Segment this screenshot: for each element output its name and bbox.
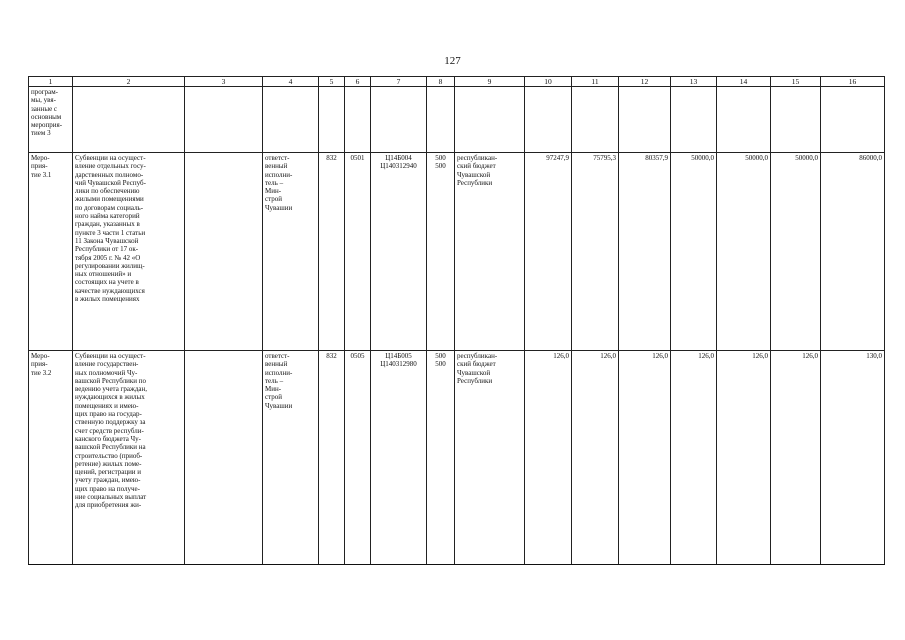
table-row: [29, 87, 885, 153]
executor-cell: [263, 87, 319, 153]
header-cell: 12: [619, 77, 671, 87]
amount-cell: 126,0: [771, 351, 821, 565]
amount-cell: 80357,9: [619, 153, 671, 351]
amount-cell: 126,0: [525, 351, 572, 565]
table-cell: 0501: [345, 153, 371, 351]
header-cell: 3: [185, 77, 263, 87]
amount-cell: 86000,0: [821, 153, 885, 351]
table-row: [29, 351, 885, 565]
amount-cell: [671, 87, 717, 153]
amount-cell: 75795,3: [572, 153, 619, 351]
table-cell: [185, 351, 263, 565]
amount-cell: [619, 87, 671, 153]
amount-cell: 50000,0: [671, 153, 717, 351]
header-cell: 2: [73, 77, 185, 87]
page-number: 127: [444, 55, 461, 67]
table-cell: 832: [319, 153, 345, 351]
header-cell: 6: [345, 77, 371, 87]
header-cell: 7: [371, 77, 427, 87]
table-cell: Ц14Б004 Ц140312940: [371, 153, 427, 351]
header-cell: 4: [263, 77, 319, 87]
description-cell: [73, 87, 185, 153]
table-cell: 0505: [345, 351, 371, 565]
table-cell: [371, 87, 427, 153]
table-cell: [185, 153, 263, 351]
amount-cell: 126,0: [717, 351, 771, 565]
header-cell: 1: [29, 77, 73, 87]
amount-cell: 126,0: [671, 351, 717, 565]
header-cell: 14: [717, 77, 771, 87]
table-header-row: [29, 77, 885, 87]
amount-cell: 126,0: [619, 351, 671, 565]
amount-cell: [821, 87, 885, 153]
executor-cell: ответст- венный исполни- тель – Мин- строй Чувашии: [263, 153, 319, 351]
budget-table: [28, 76, 885, 565]
table-cell: Ц14Б005 Ц140312980: [371, 351, 427, 565]
table-cell: республикан- ский бюджет Чувашской Республики: [455, 153, 525, 351]
table-cell: [455, 87, 525, 153]
header-cell: 5: [319, 77, 345, 87]
table-cell: [345, 87, 371, 153]
header-cell: 15: [771, 77, 821, 87]
amount-cell: [771, 87, 821, 153]
header-cell: 9: [455, 77, 525, 87]
table-cell: 500 500: [427, 351, 455, 565]
description-cell: Субвенции на осущест- вление государствен- ных полномочий Чу- вашской Республики по ведению учета граждан, нуждающихся в жилых помещениях и имею- щих право на государ- ственную поддержку за счет средств республи- канского бюджета Чу- вашской Республики на строительство (приоб- ретение) жилых поме- щений, регистрации и учету граждан, имею- щих право на получе- ние социальных выплат для приобретения жи-: [73, 351, 185, 565]
header-cell: 10: [525, 77, 572, 87]
amount-cell: [525, 87, 572, 153]
executor-cell: ответст- венный исполни- тель – Мин- строй Чувашии: [263, 351, 319, 565]
table-cell: [185, 87, 263, 153]
amount-cell: 130,0: [821, 351, 885, 565]
description-cell: Субвенции на осущест- вление отдельных госу- дарственных полномо- чий Чувашской Респуб- лики по обеспечению жилыми помещениями по договорам социаль- ного найма категорий граждан, указанных в пункте 3 части 1 статьи 11 Закона Чувашской Республики от 17 ок- тября 2005 г. № 42 «О регулировании жилищ- ных отношений» и состоящих на учете в качестве нуждающихся в жилых помещениях: [73, 153, 185, 351]
table-cell: [319, 87, 345, 153]
table-cell: 500 500: [427, 153, 455, 351]
header-cell: 11: [572, 77, 619, 87]
table-cell: 832: [319, 351, 345, 565]
amount-cell: [717, 87, 771, 153]
amount-cell: 50000,0: [717, 153, 771, 351]
amount-cell: [572, 87, 619, 153]
row-label-cell: Меро- прия- тие 3.1: [29, 153, 73, 351]
amount-cell: 126,0: [572, 351, 619, 565]
amount-cell: 50000,0: [771, 153, 821, 351]
header-cell: 16: [821, 77, 885, 87]
table-cell: республикан- ский бюджет Чувашской Республики: [455, 351, 525, 565]
header-cell: 13: [671, 77, 717, 87]
row-label-cell: Меро- прия- тие 3.2: [29, 351, 73, 565]
header-cell: 8: [427, 77, 455, 87]
table-cell: [427, 87, 455, 153]
row-label-cell: програм- мы, увя- занные с основным мероприя- тием 3: [29, 87, 73, 153]
table-row: [29, 153, 885, 351]
amount-cell: 97247,9: [525, 153, 572, 351]
